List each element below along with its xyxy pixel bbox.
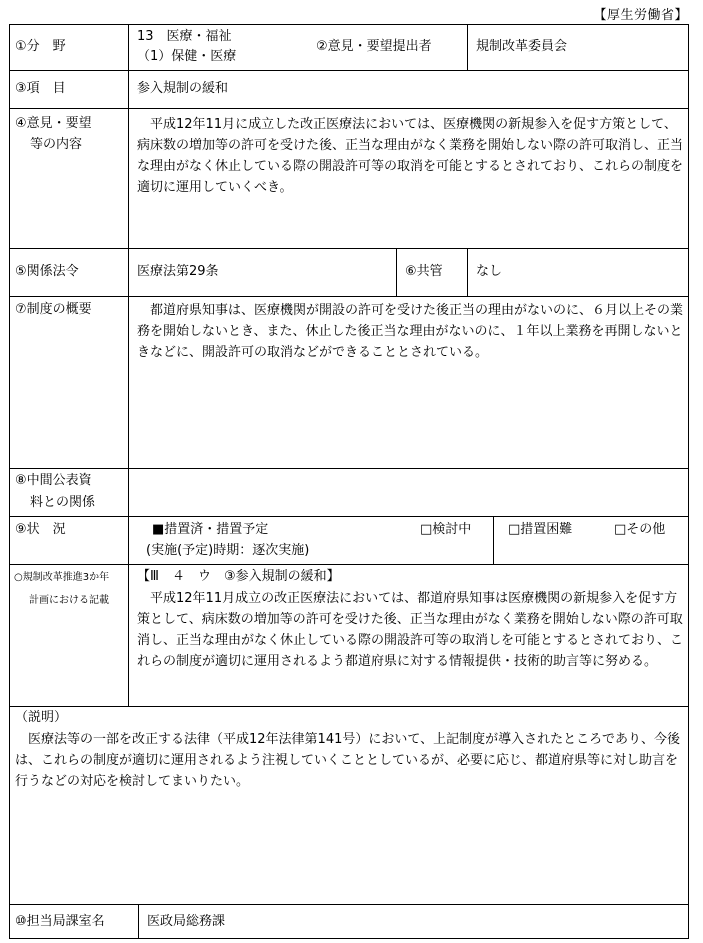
plan-label-line1: ○規制改革推進3か年 (14, 572, 110, 583)
submitter-value: 規制改革委員会 (476, 39, 568, 54)
status-option-other: □その他 (614, 522, 666, 537)
interim-label-line2: 料との関係 (30, 495, 96, 510)
row-divider (9, 706, 689, 707)
col-divider (138, 904, 139, 939)
status-option-difficult: □措置困難 (508, 522, 573, 537)
explanation-text: 医療法等の一部を改正する法律（平成12年法律第141号）において、上記制度が導入されたところであり、今後は、これらの制度が適切に運用されるよう注視していくこととしているが、必要に応じ、都道府県等に対し助言を行うなどの対応を検討してまいりたい。 (15, 732, 680, 789)
submitter-label: ②意見・要望提出者 (316, 39, 432, 54)
plan-heading: 【Ⅲ ４ ウ ③参入規制の緩和】 (137, 569, 340, 584)
row-divider (9, 468, 689, 469)
status-option-considering: □検討中 (420, 522, 472, 537)
row-divider (9, 248, 689, 249)
office-value: 医政局総務課 (147, 914, 226, 929)
col-divider (467, 24, 468, 70)
field-value-line2: （1）保健・医療 (137, 49, 237, 64)
field-value-line1: 13 医療・福祉 (137, 29, 232, 44)
item-label: ③項 目 (15, 81, 66, 96)
office-label: ⑩担当局課室名 (15, 914, 105, 929)
item-value: 参入規制の緩和 (137, 81, 229, 96)
row-divider (9, 70, 689, 71)
outline-label: ⑦制度の概要 (15, 302, 92, 317)
col-divider (396, 248, 397, 296)
col-divider (128, 24, 129, 706)
content-label-line2: 等の内容 (30, 137, 83, 152)
plan-label-line2: 計画における記載 (29, 595, 109, 606)
content-label-line1: ④意見・要望 (15, 116, 92, 131)
status-option-implemented: ■措置済・措置予定 (152, 522, 269, 537)
outline-text: 都道府県知事は、医療機関が開設の許可を受けた後正当の理由がないのに、６月以上その業務を開始しないとき、また、休止した後正当な理由がないのに、１年以上業務を再開しないときなどに、開設許可の取消などができることとされている。 (137, 303, 684, 360)
law-value: 医療法第29条 (137, 264, 219, 279)
status-label: ⑨状 況 (15, 522, 66, 537)
content-text: 平成12年11月に成立した改正医療法においては、医療機関の新規参入を促す方策として、病床数の増加等の許可を受けた後、正当な理由がなく業務を開始しない際の許可取消し、正当な理由がなく休止している際の開設許可等の取消を可能とするとされており、これらの制度を適切に運用していくべき。 (137, 117, 684, 195)
agency-name: 【厚生労働省】 (593, 8, 688, 23)
col-divider (467, 248, 468, 296)
interim-label-line1: ⑧中間公表資 (15, 473, 92, 488)
row-divider (9, 904, 689, 905)
row-divider (9, 108, 689, 109)
row-divider (9, 516, 689, 517)
joint-label: ⑥共管 (405, 264, 443, 279)
explanation-label: （説明） (15, 710, 68, 725)
col-divider (493, 516, 494, 564)
row-divider (9, 564, 689, 565)
status-timing: (実施(予定)時期：逐次実施) (146, 543, 310, 558)
plan-text: 平成12年11月成立の改正医療法においては、都道府県知事は医療機関の新規参入を促す方策として、病床数の増加等の許可を受けた後、正当な理由がなく業務を開始しない際の許可取消し、正当な理由がなく休止している際の開設許可等の取消しを可能とするとされており、これらの制度が適切に運用されるよう都道府県に対する情報提供・技術的助言等に努める。 (137, 591, 684, 669)
row-divider (9, 296, 689, 297)
law-label: ⑤関係法令 (15, 264, 79, 279)
field-label: ①分 野 (15, 39, 66, 54)
joint-value: なし (476, 264, 503, 279)
